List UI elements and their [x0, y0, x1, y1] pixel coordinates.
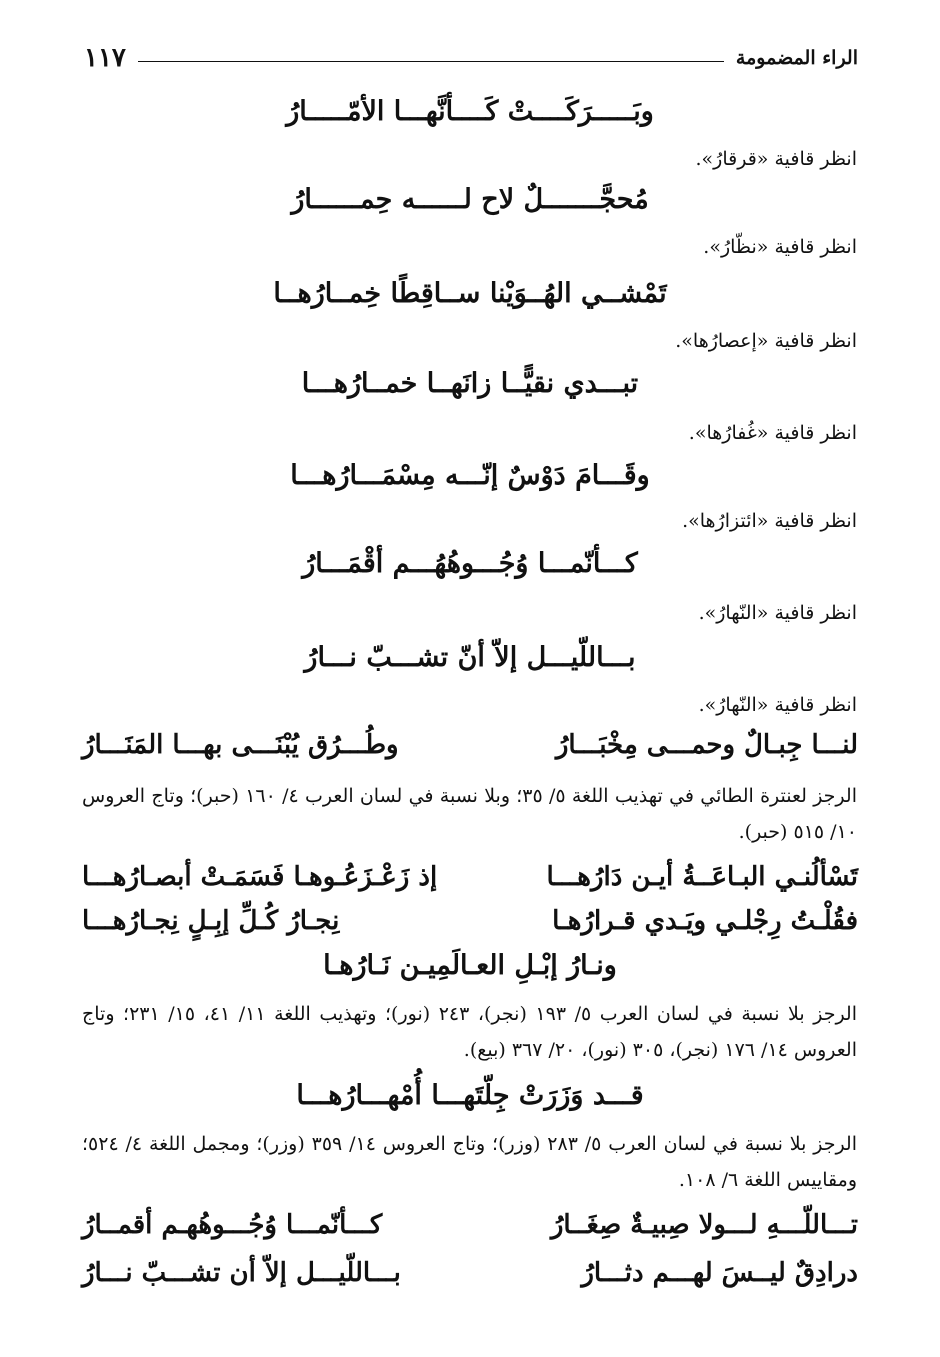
- verse-line: كـــأنّمـــا وُجُـــوهُهُـــم أقْمَـــارُ: [302, 548, 638, 579]
- source-paragraph: الرجز بلا نسبة في لسان العرب ٥/ ٢٨٣ (وزر)؛ وتاج العروس ١٤/ ٣٥٩ (وزر)؛ ومجمل اللغة ٤/ ٥٢٤؛ ومقاييس اللغة ٦/ ١٠٨.: [82, 1133, 857, 1191]
- source-paragraph: الرجز لعنترة الطائي في تهذيب اللغة ٥/ ٣٥؛ وبلا نسبة في لسان العرب ٤/ ١٦٠ (حبر)؛ وتاج العروس ١٠/ ٥١٥ (حبر).: [82, 785, 857, 843]
- verse-line: بـــاللّيـــل إلاّ أنّ تشـــبّ نـــارُ: [304, 642, 636, 673]
- hemistich-first: درادِقٌ ليــسَ لهـــم دثـــارُ: [581, 1258, 858, 1288]
- verse-line: ونـارُ إبْـلِ العـالَمِيـن نَـارُهـا: [323, 950, 617, 981]
- hemistich-second: إذ زَعْـزَعُـوهـا فَسَمَـتْ أبصـارُهـــا: [82, 862, 438, 892]
- header-rule: [138, 61, 724, 62]
- hemistich-second: كـــأنّمـــا وُجُـــوهُهـم أقمــارُ: [82, 1210, 383, 1240]
- couplet: [82, 730, 858, 760]
- hemistich-second: بـــاللّيـــل إلاّ أن تشـــبّ نـــارُ: [82, 1258, 401, 1288]
- couplet: [82, 906, 858, 936]
- verse-line: تبـــدي نقيًّــا زانَهــا خمــارُهـــا: [301, 368, 639, 399]
- cross-reference-note: انظر قافية «غُفارُها».: [688, 422, 857, 444]
- running-title: الراء المضمومة: [735, 47, 858, 69]
- verse-line: مُحجَّـــــــلٌ لاح لــــــه حِمــــــارُ: [291, 184, 649, 215]
- verse-line: قـــد وَزَرَتْ جِلّتَهـــا أُمْهـــارُهـــا: [296, 1080, 644, 1111]
- source-paragraph: الرجز بلا نسبة في لسان العرب ٥/ ١٩٣ (نجر)، ٢٤٣ (نور)؛ وتهذيب اللغة ١١/ ٤١، ١٥/ ٢٣١؛ وتاج العروس ١٤/ ١٧٦ (نجر)، ٣٠٥ (نور)، ٢٠/ ٣٦٧ (بيع).: [82, 1003, 857, 1061]
- verse-line: وبَـــــرَكَــــتْ كَــــأنَّهـــا الأمّـــــارُ: [286, 96, 654, 127]
- couplet: [82, 1210, 858, 1240]
- hemistich-second: وطُـــرُق يُبْنَـــى بهـــا المَنَـــارُ: [82, 730, 399, 760]
- hemistich-first: فقُلْـتُ رِجْلـي ويَـدي قـرارُهـا: [552, 906, 858, 936]
- couplet: [82, 862, 858, 892]
- hemistich-second: نِجـارُ كُـلِّ إبِـلٍ نِجـارُهـــا: [82, 906, 340, 936]
- cross-reference-note: انظر قافية «قرقارُ».: [695, 148, 857, 170]
- couplet: [82, 1258, 858, 1288]
- hemistich-first: تـــاللّـــهِ لـــولا صِبيـةٌ صِغَــارُ: [550, 1210, 858, 1240]
- cross-reference-note: انظر قافية «نظّارُ».: [703, 236, 857, 258]
- cross-reference-note: انظر قافية «ائتزارُها».: [682, 510, 857, 532]
- page-header: [84, 38, 858, 78]
- cross-reference-note: انظر قافية «النّهارُ».: [698, 694, 857, 716]
- hemistich-first: تَسْألُنـي البـاعَــةُ أيـن دَارُهـــا: [546, 862, 858, 892]
- verse-line: تَمْشــي الهُــوَيْنا ســاقِطًا خِمــارُهــا: [273, 278, 667, 309]
- page-number: ١١٧: [84, 43, 126, 73]
- cross-reference-note: انظر قافية «إعصارُها».: [675, 330, 857, 352]
- verse-line: وقَـــامَ دَوْسٌ إنّـــه مِسْمَـــارُهـــا: [290, 460, 650, 491]
- hemistich-first: لنـــا جِبـالٌ وحمـــى مِخْبَـــارُ: [555, 730, 858, 760]
- cross-reference-note: انظر قافية «النّهارُ».: [698, 602, 857, 624]
